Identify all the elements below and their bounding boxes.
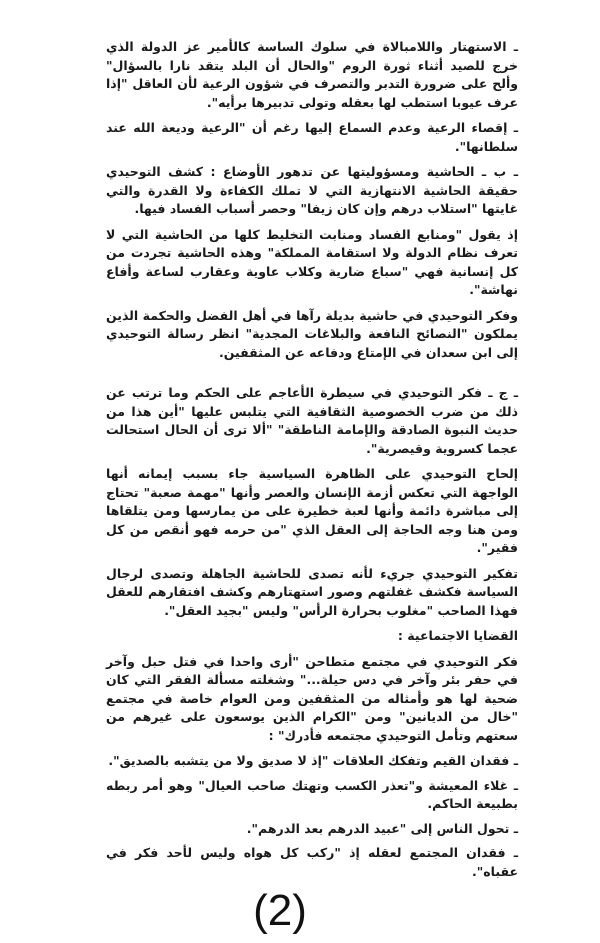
paragraph-political-negligence: ـ الاستهتار واللامبالاة في سلوك الساسة كالأمير عز الدولة الذي خرج للصيد أثناء ثورة الروم "والحال أن البلد يتقد نارا بالسؤال" وألح على ضرورة التدبر والتصرف في شؤون الرعية لأن العاقل "إذا عرف عيوبا استطب لها بعقله وتولى تدبيرها برأيه". [106,39,518,110]
paragraph-alternative-entourage: وفكر التوحيدي في حاشية بديلة رآها في أهل الفضل والحكمة الذين يملكون "النصائح النافعة والبلاغات المجدية" انظر رسالة التوحيدي إلى ابن سعدان في الإمتاع ودفاعه عن المثقفين. [106,307,518,360]
bullet-loss-of-values: ـ فقدان القيم وتفكك العلاقات "إذ لا صديق ولا من يتشبه بالصديق". [108,753,518,768]
paragraph-bold-thinking: تفكير التوحيدي جريء لأنه تصدى للحاشية الجاهلة وتصدى لرجال السياسة فكشف غفلتهم وصور استهتارهم وكشف افتقارهم للعقل فهذا الصاحب "مغلوب بحرارة الرأس" وليس "بجيد العقل". [106,565,518,618]
bullet-loss-of-reason: ـ فقدان المجتمع لعقله إذ "ركب كل هواه وليس لأحد فكر في عقباه". [106,845,518,879]
paragraph-political-phenomenon: إلحاح التوحيدي على الظاهرة السياسية جاء بسبب إيمانه أنها الواجهة التي تعكس أزمة الإنسان والعصر وأنها "مهمة صعبة" تحتاج إلى مباشرة دائمة وأنها لعبة خطيرة على من يمارسها ومن يتلقاها ومن هنا وجه الحاجة إلى العقل الذي "من حرمه فهو أنقص من كل فقير". [106,466,518,555]
bullet-money-slaves: ـ تحول الناس إلى "عبيد الدرهم بعد الدرهم". [246,820,518,836]
document-body [106,0,518,943]
paragraph-corruption-quote: إذ يقول "ومنابع الفساد ومنابت التخليط كلها من الحاشية التي لا تعرف نظام الدولة ولا استقامة المملكة" وهذه الحاشية تجردت من كل إنسانية فهي "سباع ضارية وكلاب عاوية وعقارب لساعة وأفاع نهاشة". [106,226,518,297]
paragraph-foreign-rule: ـ ج ـ فكر التوحيدي في سيطرة الأعاجم على الحكم وما ترتب عن ذلك من ضرب الخصوصية الثقافية التي يتلبس عليها "أين هذا من حديث النبوة الصادقة والإمامة الناطقة" "ألا ترى أن الحال استحالت عجما كسروية وقيصرية". [106,385,518,456]
page-number: (2) [253,886,307,935]
section-heading-social-issues: القضايا الاجتماعية : [397,628,518,643]
paragraph-exclusion: ـ إقصاء الرعية وعدم السماع إليها رغم أن "الرعية وديعة الله عند سلطانها". [106,120,518,154]
paragraph-society: فكر التوحيدي في مجتمع متطاحن "أرى واحدا في فتل حبل وآخر في حفر بئر وآخر في دس حيلة..." وشغلته مسألة الفقر التي كان ضحية لها هو وأمثاله من المثقفين ومن العوام خاصة في مجتمع "خال من الديانين" ومن "الكرام الذين يوسعون على غيرهم من سعتهم وتأمل التوحيدي مجتمعه فأدرك" : [106,653,518,743]
paragraph-entourage: ـ ب ـ الحاشية ومسؤوليتها عن تدهور الأوضاع : كشف التوحيدي حقيقة الحاشية الانتهازية التي لا تملك الكفاءة ولا القدرة والتي غايتها "استلاب درهم وإن كان زيفا" وحصر أسباب الفساد فيها. [106,164,518,216]
bullet-cost-of-living: ـ غلاء المعيشة و"تعذر الكسب وتهتك صاحب العيال" وهو أمر ربطه بطبيعة الحاكم. [106,777,518,811]
